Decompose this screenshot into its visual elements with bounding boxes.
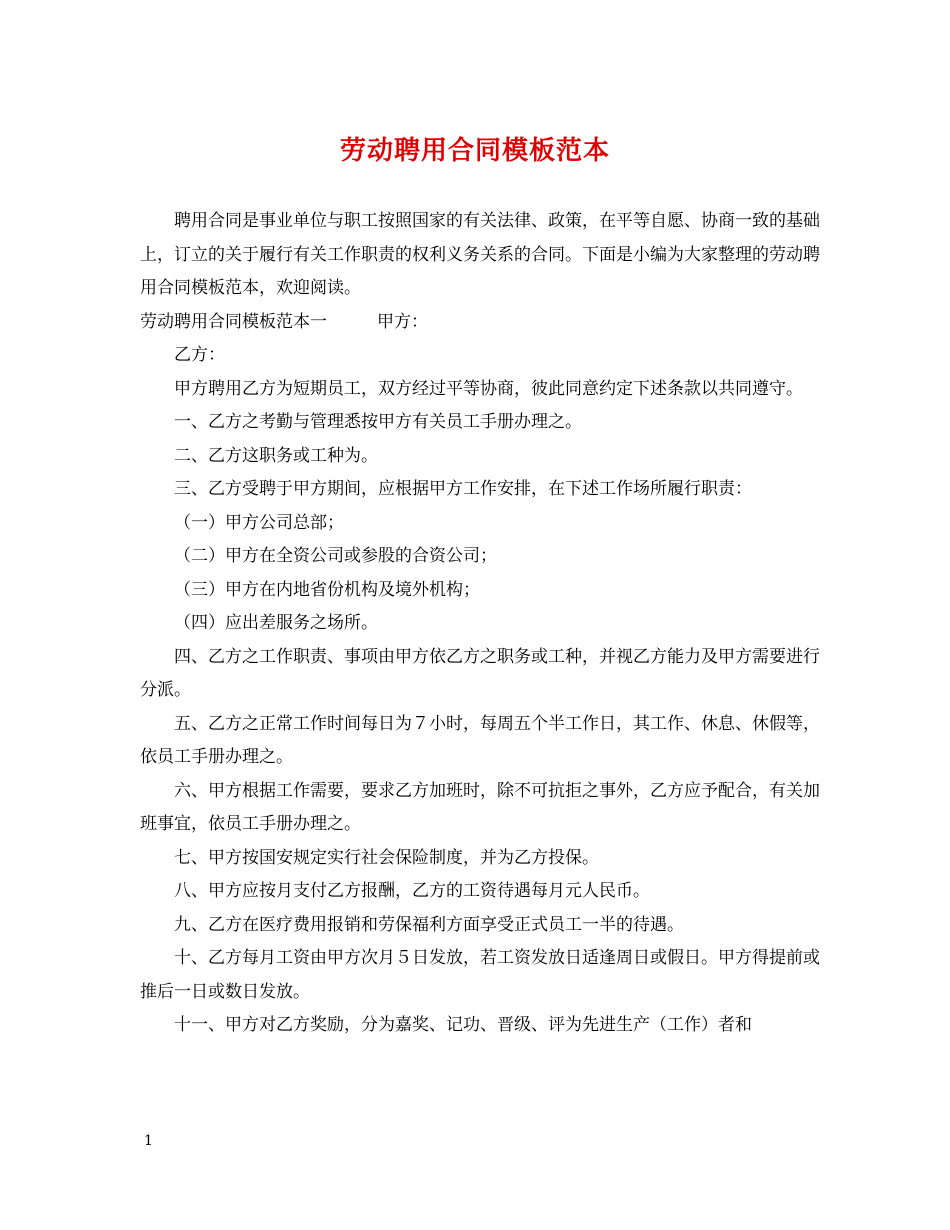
clause-3-item-2: （二）甲方在全资公司或参股的合资公司； xyxy=(174,546,497,566)
clause-3: 三、乙方受聘于甲方期间，应根据甲方工作安排，在下述工作场所履行职责： xyxy=(174,479,752,499)
clause-11: 十一、甲方对乙方奖励，分为嘉奖、记功、晋级、评为先进生产（工作）者和 xyxy=(174,1015,752,1035)
clause-10: 十、乙方每月工资由甲方次月５日发放，若工资发放日适逢周日或假日。甲方得提前或推后一日或数日发放。 xyxy=(140,948,820,1002)
party-b-label: 乙方： xyxy=(174,345,225,365)
clause-8: 八、甲方应按月支付乙方报酬，乙方的工资待遇每月元人民币。 xyxy=(174,881,650,901)
document-title: 劳动聘用合同模板范本 xyxy=(339,136,610,166)
section-heading: 劳动聘用合同模板范本一 xyxy=(140,311,327,332)
clause-1: 一、乙方之考勤与管理悉按甲方有关员工手册办理之。 xyxy=(174,412,582,432)
clause-7: 七、甲方按国安规定实行社会保险制度，并为乙方投保。 xyxy=(174,847,599,868)
intro-paragraph: 聘用合同是事业单位与职工按照国家的有关法律、政策，在平等自愿、协商一致的基础上，订立的关于履行有关工作职责的权利义务关系的合同。下面是小编为大家整理的劳动聘用合同模板范本，欢迎阅读。 xyxy=(140,211,820,298)
clause-3-item-1: （一）甲方公司总部； xyxy=(174,512,344,533)
agreement-paragraph: 甲方聘用乙方为短期员工，双方经过平等协商，彼此同意约定下述条款以共同遵守。 xyxy=(174,378,803,399)
clause-4: 四、乙方之工作职责、事项由甲方依乙方之职务或工种，并视乙方能力及甲方需要进行分派。 xyxy=(140,646,820,700)
party-a-label: 甲方： xyxy=(377,311,428,332)
clause-2: 二、乙方这职务或工种为。 xyxy=(174,445,378,466)
page-number: 1 xyxy=(144,1133,153,1149)
document-body xyxy=(140,205,820,1043)
clause-6: 六、甲方根据工作需要，要求乙方加班时，除不可抗拒之事外，乙方应予配合，有关加班事宜，依员工手册办理之。 xyxy=(140,780,820,834)
clause-9: 九、乙方在医疗费用报销和劳保福利方面享受正式员工一半的待遇。 xyxy=(174,914,684,935)
clause-5: 五、乙方之正常工作时间每日为７小时，每周五个半工作日，其工作、休息、休假等，依员工手册办理之。 xyxy=(140,713,820,767)
section-heading-line xyxy=(140,306,820,340)
clause-3-item-3: （三）甲方在内地省份机构及境外机构； xyxy=(174,579,480,600)
clause-3-item-4: （四）应出差服务之场所。 xyxy=(174,613,378,633)
